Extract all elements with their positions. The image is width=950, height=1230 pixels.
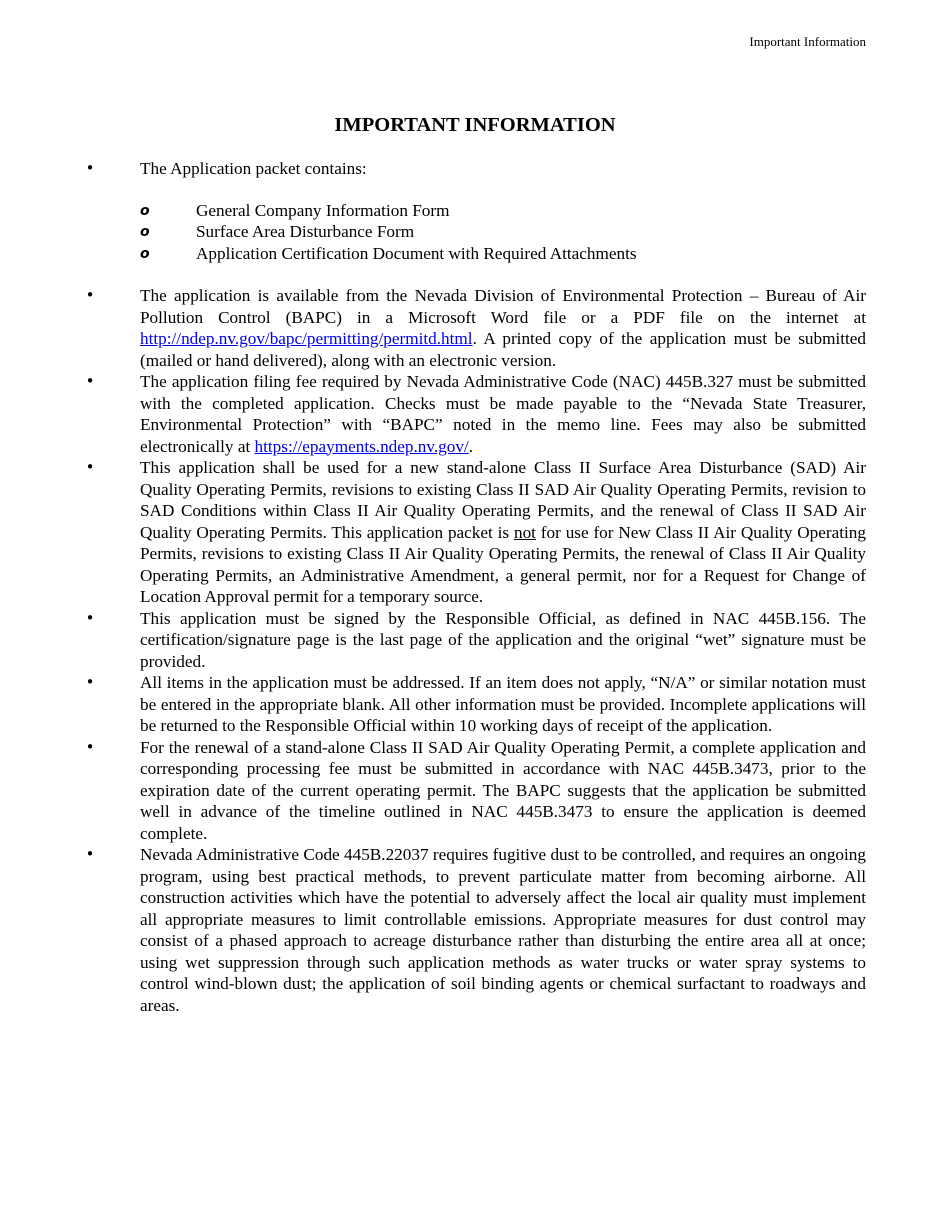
bullet-icon: • [85,608,95,627]
bullet-item-fee [85,371,866,457]
scope-text-end: for use for New Class II Air Quality Operating Permits, revisions to existing Class II Air Quality Operating Permits, the renewal of Class II Air Quality Operating Permits, an Administrative Amendment, a general permit, nor for a Request for Change of Location Approval permit for a temporary source. [140,522,866,606]
permitting-url-link[interactable]: http://ndep.nv.gov/bapc/permitting/permitd.html [140,329,473,348]
fee-text: The application filing fee required by Nevada Administrative Code (NAC) 445B.327 must be submitted with the completed application. Checks must be made payable to the “Nevada State Treasurer, Environmental Protection” with “BAPC” noted in the memo line. Fees may also be submitted electronically at [140,372,866,456]
packet-intro-text: The Application packet contains: [140,159,367,178]
sub-bullet-icon: o [140,245,150,262]
bullet-icon: • [85,673,95,691]
dust-control-text: Nevada Administrative Code 445B.22037 requires fugitive dust to be controlled, and requires an ongoing program, using best practical methods, to prevent particulate matter from becoming airborne. All construction activities which have the potential to adversely affect the local air quality must implement all appropriate measures to limit controllable emissions. Appropriate measures for dust control may consist of a phased approach to acreage disturbance rather than disturbing the entire area all at once; using wet suppression through such application methods as water trucks or water spray systems to control wind-blown dust; the application of soil binding agents or chemical surfactant to roadways and areas. [140,845,866,1015]
availability-text-end: . A printed copy of the application must be submitted (mailed or hand delivered), along with an electronic version. [140,329,866,370]
renewal-text: For the renewal of a stand-alone Class II SAD Air Quality Operating Permit, a complete application and corresponding processing fee must be submitted in accordance with NAC 445B.3473, prior to the expiration date of the current operating permit. The BAPC suggests that the application be submitted well in advance of the timeline outlined in NAC 445B.3473 to ensure the application is deemed complete. [140,737,866,843]
bullet-item-dust-control [85,844,866,1016]
epayments-url-link[interactable]: https://epayments.ndep.nv.gov/ [254,436,469,456]
bullet-item-scope [85,457,866,608]
packet-list-item [140,243,866,265]
fee-text-end: . [468,436,474,456]
packet-list-item [140,221,866,243]
bullet-item-completeness [85,672,866,737]
packet-contents-list [140,200,866,265]
document-body [85,158,866,1016]
bullet-item-signature [85,608,866,673]
bullet-icon: • [85,845,95,863]
sub-bullet-icon: o [140,224,150,240]
bullet-icon: • [85,159,95,177]
packet-list-item-text: Surface Area Disturbance Form [196,222,415,241]
page-title: IMPORTANT INFORMATION [334,114,616,136]
packet-list-item-text: General Company Information Form [196,200,450,220]
scope-text: This application shall be used for a new stand-alone Class II Surface Area Disturbance (SAD) Air Quality Operating Permits, revisions to existing Class II SAD Air Quality Operating Permits, revision to SAD Conditions within Class II Air Quality Operating Permits, and the renewal of Class II SAD Air Quality Operating Permits. This application packet is [140,458,866,542]
running-header: Important Information [749,34,866,49]
sub-bullet-icon: o [140,202,150,219]
scope-emphasis: not [513,522,536,542]
bullet-icon: • [85,286,95,304]
bullet-item-packet-contents [85,158,866,180]
bullet-icon: • [85,458,95,476]
completeness-text: All items in the application must be addressed. If an item does not apply, “N/A” or similar notation must be entered in the appropriate blank. All other information must be provided. Incomplete applications will be returned to the Responsible Official within 10 working days of receipt of the application. [140,673,866,735]
bullet-item-renewal [85,737,866,845]
packet-list-item [140,200,866,222]
availability-text: The application is available from the Nevada Division of Environmental Protection – Bureau of Air Pollution Control (BAPC) in a Microsoft Word file or a PDF file on the internet at [140,286,866,327]
bullet-icon: • [85,737,95,756]
bullet-icon: • [85,372,95,390]
bullet-item-availability [85,285,866,371]
signature-text: This application must be signed by the Responsible Official, as defined in NAC 445B.156. The certification/signature page is the last page of the application and the original “wet” signature must be provided. [140,608,866,671]
packet-list-item-text: Application Certification Document with Required Attachments [196,243,637,263]
